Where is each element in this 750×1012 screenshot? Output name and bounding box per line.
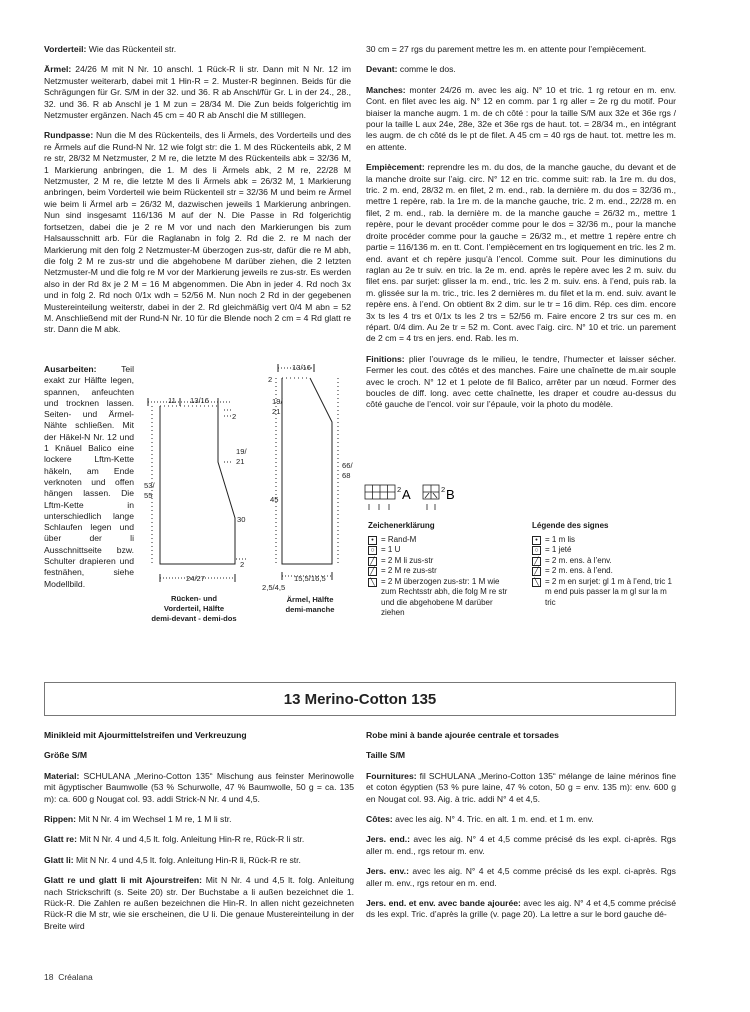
paragraph-jers-env: Jers. env.: avec les aig. N° 4 et 4,5 comme précisé ds les expl. ci-après. Rgs aller m. env., rgs retour en m. end. [366, 866, 676, 888]
legend-row: ╲ = 2 m en surjet: gl 1 m à l’end, tric 1 m end puis passer la m gl sur la m tric [532, 577, 678, 609]
dim-bottom: 24/27 [186, 574, 206, 583]
legend-row: ╲ = 2 M überzogen zus-str: 1 M wie zum Rechtsstr abh, die folg M re str und die abgehobene M darüber ziehen [368, 577, 516, 619]
legend-french [532, 521, 678, 608]
paragraph-finitions: Finitions: plier l’ouvrage ds le milieu, le tendre, l’humecter et laisser sécher. Fermer les cout. des côtés et des manches. Faire une chaînette de m.air souple avec le croch. N° 12 et 1 pelote de fil Balico, arrêter par un nœud. Former des boucles de diff. long. avec cette chaînette, les draper et coudre au-dessus du côté gauche de l’encol. voir sur l’épaule, voir la photo du modèle. [366, 353, 676, 410]
edge-stitch-icon: • [532, 536, 541, 545]
paragraph-glatt-re: Glatt re: Mit N Nr. 4 und 4,5 lt. folg. Anleitung Hin-R re, Rück-R li str. [44, 834, 305, 845]
chart-b-row: 2 [441, 485, 446, 494]
paragraph-bande-ajouree: Jers. end. et env. avec bande ajourée: avec les aig. N° 4 et 4,5 comme précisé ds les expl. Tric. d’après la grille (v. page 20). La lettre a sur le bord gauche dé- [366, 898, 676, 920]
stitch-chart [364, 484, 474, 512]
body-caption-2: Vorderteil, Hälfte [163, 604, 225, 613]
body-caption-3: demi-devant - demi-dos [151, 614, 237, 623]
paragraph-glatt-li: Glatt li: Mit N Nr. 4 und 4,5 lt. folg. Anleitung Hin-R li, Rück-R re str. [44, 854, 301, 865]
paragraph-ausarbeiten: Ausarbeiten: Teil exakt zur Hälfte legen, spannen, anfeuchten und trocknen lassen. Seiten- und Ärmel-Nähte schließen. Mit der Häkel-N Nr. 12 und 1 Knäuel Balico eine lockere Lftm-Kette häkeln, am Ende verknoten und offen hängen lassen. Die Lftm-Kette in unterschiedlich lange Schlaufen legen und über der li Ausschnittseite bzw. Schulter drapieren und festnähen, siehe Modellbild. [44, 364, 134, 589]
dim-diag-b: 21 [236, 457, 245, 466]
paragraph-ajour: Glatt re und glatt li mit Ajourstreifen: Mit N Nr. 4 und 4,5 lt. folg. Anleitung nach Strickschrift (s. Seite 20) str. Der Buchstabe a li außen bezeichnet die 1. Rück-R. Die Zahlen re außen bezeichnen die Hin-R. In allen nicht gezeichneten Rück-R die M str, wie sie erscheinen, die U li. Die genaue Mustereinteilung in der Breite wird [44, 875, 354, 931]
dim-top-mid: 13/16 [190, 396, 210, 405]
german-instructions-bottom [44, 730, 354, 941]
paragraph-fournitures: Fournitures: fil SCHULANA „Merino-Cotton 135“ mélange de laine mérinos fine et coton égyptien (53 % pure laine, 47 % coton, 50 g = env. 135 m): env. 600 g en Nougat col. 93. Aig. à tric. addi N° 4 et 4,5. [366, 770, 676, 804]
purl-together-icon: ╱ [532, 557, 541, 566]
paragraph-rundpasse: Rundpasse: Nun die M des Rückenteils, des li Ärmels, des Vorderteils und des re Ärmels auf die Rund-N Nr. 12 wie folgt str: die 1. M des Rückenteils abk, 2 M re str, 28/32 M Netzmuster, 2 M re, die letzte M des Rückenteils abk = 32/36 M, 1 Markierung anbringen, die 1. M des li Ärmels abk, 2 M re, 22/28 M Netzmuster, 2 M re, die letzte M des li Ärmels abk = 26/32 M, 1 Markierung anbringen, beim Vorderteil wie beim Rückenteil str = 32/36 M und beim re Ärmel wie beim li Ärmel arb = 26/32 M, dazwischen jeweils 1 Markierung anbringen. Nun sind insgesamt 116/136 M auf der N. Die Passe in Rd folgerichtig fortsetzen, dabei die je 2 re M vor und nach den Markierungen bis zum Halsausschnitt arb. Für die Raglanabn in folg 2. Rd die 2. re M nach der Markierung mit den folg 2 Netzmuster-M überzogen zus-str, dafür die re M abh, die folg 2 M re zus-str und die abgehobene M darüber ziehen, die 2 letzten Netzmuster-M und die folg re M vor der Markierung jeweils re zus-str. Es werden also in der Rd 8x je 2 M = 16 M abgenommen. Die Abn in jeder 4. Rd noch 3x und in folg 2. Rd noch 0/1x wdh = 52/56 M. Nun noch 2 Rd in der gegebenen Mustereinteilung weiterstr, dabei in der 2. Rd gleichmäßig vert 0/4 M abn = 52 M. Anschließend mit der Rund-N Nr. 10 für die Blende noch 2 cm = 4 Rd glatt re str. Dann die M abk. [44, 130, 351, 335]
legend-french-title: Légende des signes [532, 521, 609, 530]
sleeve-dim-height: 45 [270, 495, 279, 504]
sleeve-dim-diag-a: 19/ [272, 397, 283, 406]
chart-b-label: B [446, 487, 455, 502]
page-number: 18 [44, 972, 54, 982]
french-instructions-bottom [366, 730, 676, 930]
sleeve-caption-1: Ärmel, Hälfte [286, 595, 334, 604]
sleeve-dim-hem: 2,5/4,5 [262, 583, 286, 592]
paragraph-rippen: Rippen: Mit N Nr. 4 im Wechsel 1 M re, 1 M li str. [44, 814, 232, 825]
body-outline [160, 406, 235, 564]
legend-row: ╱ = 2 M re zus-str [368, 566, 516, 577]
size-fr: Taille S/M [366, 750, 405, 761]
dim-height-right: 30 [237, 515, 246, 524]
purl-together-icon: ╱ [368, 557, 377, 566]
sleeve-outline [282, 378, 332, 564]
section-heading-band [44, 682, 676, 716]
sleeve-schematic-diagram [262, 362, 362, 632]
legend-row: • = Rand-M [368, 535, 516, 546]
sleeve-dim-diag-b: 21 [272, 407, 281, 416]
knit-together-icon: ╱ [368, 567, 377, 576]
slip-decrease-icon: ╲ [368, 578, 377, 587]
chart-a-label: A [402, 487, 411, 502]
paragraph-material: Material: SCHULANA „Merino-Cotton 135“ Mischung aus feinster Merinowolle mit ägyptischer Baumwolle (53 % Schurwolle, 47 % Baumwolle, 50 g = ca. 135 m): ca. 600 g Nougat col. 93. addi Strick-N Nr. 4 und 4,5. [44, 770, 354, 804]
sleeve-dim-top-left: 2 [268, 375, 273, 384]
sleeve-dim-total-a: 66/ [342, 461, 353, 470]
pattern-title-de: Minikleid mit Ajourmittelstreifen und Verkreuzung [44, 730, 247, 740]
yarn-over-icon: ○ [368, 546, 377, 555]
dim-neck: 2 [232, 412, 237, 421]
paragraph-manches: Manches: monter 24/26 m. avec les aig. N° 10 et tric. 1 rg retour en m. env. Cont. en filet avec les aig. N° 12 en comm. par 1 rg aller = 2e rg du motif. Pour biaiser la manche augm. 1 m. de ch côté : pour la taille S/M aux 32e et 36e rgs / pour la taille L aux 24e, 28e, 32e et 36e rgs de haut. tot. = 28/34 m., en intégrant les augm. de ch côté ds le pt de filet. A 45 cm = 40 rgs de haut. tot. mettre les m. en attente. [366, 84, 676, 152]
sleeve-dim-top: 13/16 [292, 363, 312, 372]
dim-hem: 2 [240, 560, 245, 569]
pattern-title-fr: Robe mini à bande ajourée centrale et torsades [366, 730, 559, 740]
knit-together-icon: ╱ [532, 567, 541, 576]
paragraph-cotes: Côtes: avec les aig. N° 4. Tric. en alt. 1 m. end. et 1 m. env. [366, 814, 594, 825]
page-footer [44, 972, 93, 982]
paragraph-parement: 30 cm = 27 rgs du parement mettre les m. en attente pour l’empiècement. [366, 44, 647, 54]
body-caption-1: Rücken- und [171, 594, 217, 603]
sleeve-dim-total-b: 68 [342, 471, 351, 480]
section-title: 13 Merino-Cotton 135 [283, 691, 437, 708]
paragraph-aermel: Ärmel: 24/26 M mit N Nr. 10 anschl. 1 Rück-R li str. Dann mit N Nr. 12 im Netzmuster weiterarb, dabei mit 1 Hin-R = 2. Muster-R beginnen. Beids für die Schrägungen für Gr. S/M in der 32. und 36. R ab Anschl/für Gr. L in der 24., 28., 32. und 36. R ab Anschl je 1 M zun = 28/34 M. Die Zun beids folgerichtig im Netzmuster ergänzen. Nach 45 cm = 40 R ab Anschl die M stilllegen. [44, 64, 351, 121]
yarn-over-icon: ○ [532, 546, 541, 555]
german-instructions-top [44, 44, 351, 345]
size-de: Größe S/M [44, 750, 87, 761]
legend-german [368, 521, 516, 619]
legend-row: ╱ = 2 m. ens. à l’env. [532, 556, 678, 567]
dim-height-left-a: 53/ [144, 481, 155, 490]
french-instructions-top [366, 44, 676, 420]
chart-a-row: 2 [397, 485, 402, 494]
legend-row: ╱ = 2 M li zus-str [368, 556, 516, 567]
slip-decrease-icon: ╲ [532, 578, 541, 587]
legend-row: ○ = 1 jeté [532, 545, 678, 556]
paragraph-devant: Devant: comme le dos. [366, 64, 456, 75]
dim-top-left: 11 [168, 396, 176, 405]
legend-german-title: Zeichenerklärung [368, 521, 435, 530]
legend-row: • = 1 m lis [532, 535, 678, 546]
body-schematic-diagram [140, 392, 260, 632]
brand-name: Créalana [58, 972, 93, 982]
legend-row: ╱ = 2 m. ens. à l’end. [532, 566, 678, 577]
sleeve-dim-bottom: 15,5/16,5 [294, 574, 326, 583]
paragraph-vorderteil: Vorderteil: Wie das Rückenteil str. [44, 44, 177, 54]
dim-diag-a: 19/ [236, 447, 247, 456]
edge-stitch-icon: • [368, 536, 377, 545]
paragraph-empiecement: Empiècement: reprendre les m. du dos, de la manche gauche, du devant et de la manche droite sur l’aig. circ. N° 12 en tric. comme suit: rab. la 1re m. du dos, tric. 2 m. end, 28/32 m. en filet, 2 m. end., rab. la dernière m. du dos = 32/36 m., mettre 1 repère, rab. la 1re m. de la manche gauche, tric. 2 m. end., 22/28 m. en filet, 2 m. end., rab. la dernière m. de la manche gauche = 26/32 m., mettre 1 repère, pour le devant procéder comme pour le dos = 32/36 m., pour la manche droite procéder comme pour la gauche = 26/32 m., et mettre 1 repère entre ch partie = 116/136 m. en tt. Cont. l’empiècement en trs logiquement en tric. les 2 m. end. avant et ch repère jusqu’à l’encol. Comme suit. Pour les diminutions du raglan au 2e tr suiv. en tric. la 2e m. end. après le repère avec les 2 m. suiv. du filet ens. par surjet: glisser la m. end., tric. les 2 m. suiv. ens. à l’end, puis rab. la m. glissée sur la m. tric., tric. les 2 dernières m. du filet et la m. end. suiv. avant le repère ens. à l’end. On obtient 8x 2 dim. sur le tr = 16 dim. Rép. ces dim. encore 3x ts les 4 trs et 0/1x ts les 2 trs = 52/56 m. Faire encore 2 trs sur ces m. en répart. 0/4 dim. Au 2e tr = 52 m. Cont. avec l’aig. circ. N° 10 et tric. un parement de 2 cm = 4 trs en jers. end. Rab. les m. [366, 162, 676, 344]
legend-row: ○ = 1 U [368, 545, 516, 556]
paragraph-jers-end: Jers. end.: avec les aig. N° 4 et 4,5 comme précisé ds les expl. ci-après. Rgs aller m. end., rgs retour m. env. [366, 834, 676, 856]
sleeve-caption-2: demi-manche [285, 605, 335, 614]
dim-height-left-b: 55 [144, 491, 153, 500]
